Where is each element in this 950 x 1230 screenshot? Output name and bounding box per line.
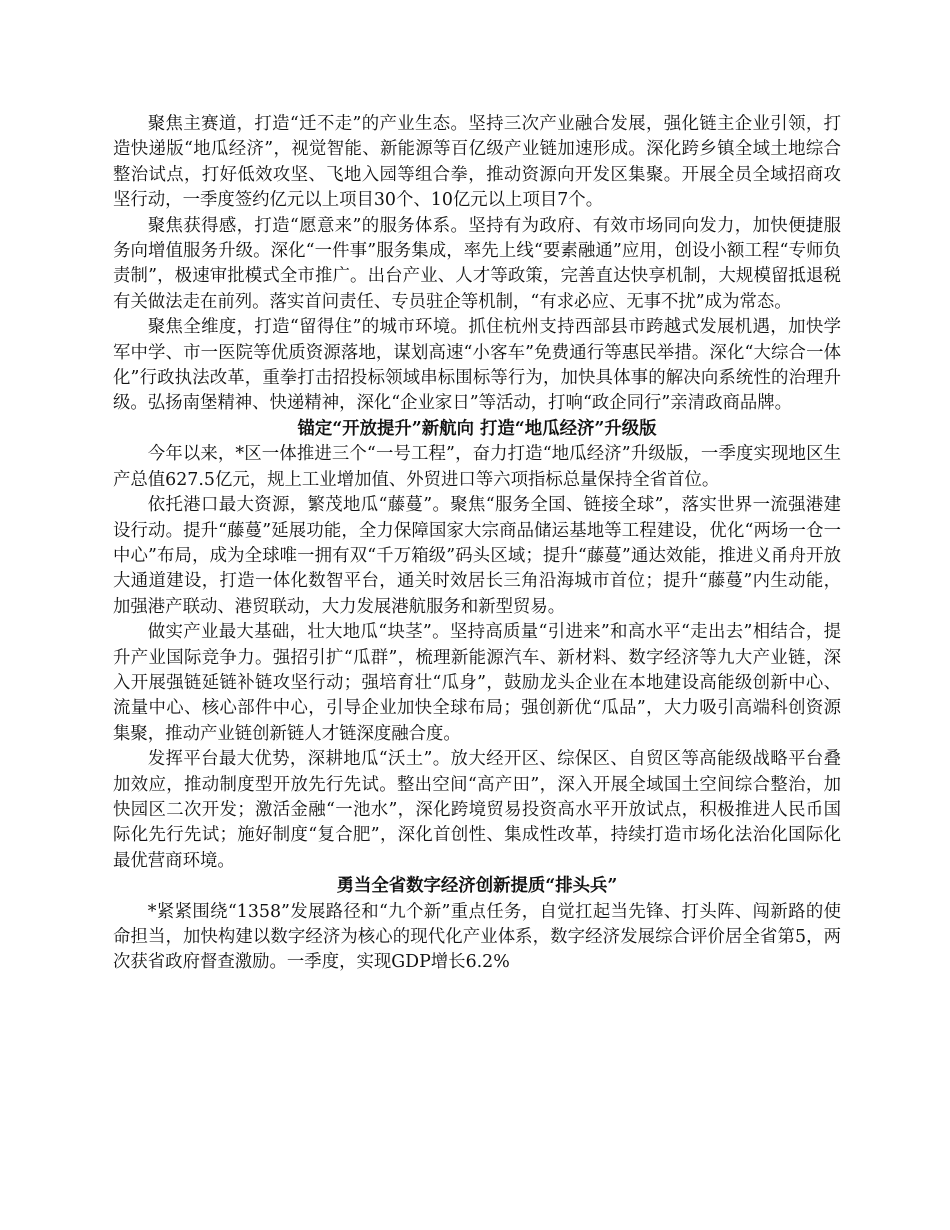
paragraph: 依托港口最大资源，繁茂地瓜“藤蔓”。聚焦“服务全国、链接全球”，落实世界一流强港建设行动。提升“藤蔓”延展功能，全力保障国家大宗商品储运基地等工程建设，优化“两场一仓一中心”布局，成为全球唯一拥有双“千万箱级”码头区域；提升“藤蔓”通达效能，推进义甬舟开放大通道建设，打造一体化数智平台，通关时效居长三角沿海城市首位；提升“藤蔓”内生动能，加强港产联动、港贸联动，大力发展港航服务和新型贸易。 <box>113 495 841 617</box>
paragraph: 聚焦主赛道，打造“迁不走”的产业生态。坚持三次产业融合发展，强化链主企业引领，打造快递版“地瓜经济”，视觉智能、新能源等百亿级产业链加速形成。深化跨乡镇全域土地综合整治试点，打好低效攻坚、飞地入园等组合拳，推动资源向开发区集聚。开展全员全域招商攻坚行动，一季度签约亿元以上项目30个、10亿元以上项目7个。 <box>113 114 841 211</box>
paragraph: 做实产业最大基础，壮大地瓜“块茎”。坚持高质量“引进来”和高水平“走出去”相结合，提升产业国际竞争力。强招引扩“瓜群”，梳理新能源汽车、新材料、数字经济等九大产业链，深入开展强链延链补链攻坚行动；强培育壮“瓜身”，鼓励龙头企业在本地建设高能级创新中心、流量中心、核心部件中心，引导企业加快全球布局；强创新优“瓜品”，大力吸引高端科创资源集聚，推动产业链创新链人才链深度融合度。 <box>113 622 841 744</box>
section-heading: 勇当全省数字经济创新提质“排头兵” <box>336 876 618 897</box>
section-heading: 锚定“开放提升”新航向 打造“地瓜经济”升级版 <box>297 418 657 439</box>
paragraph: *紧紧围绕“1358”发展路径和“九个新”重点任务，自觉扛起当先锋、打头阵、闯新路的使命担当，加快构建以数字经济为核心的现代化产业体系，数字经济发展综合评价居全省第5，两次获省政府督查激励。一季度，实现GDP增长6.2% <box>113 901 841 973</box>
paragraph: 今年以来，*区一体推进三个“一号工程”，奋力打造“地瓜经济”升级版，一季度实现地区生产总值627.5亿元，规上工业增加值、外贸进口等六项指标总量保持全省首位。 <box>113 444 841 490</box>
paragraph: 聚焦获得感，打造“愿意来”的服务体系。坚持有为政府、有效市场同向发力，加快便捷服务向增值服务升级。深化“一件事”服务集成，率先上线“要素融通”应用，创设小额工程“专师负责制”，极速审批模式全市推广。出台产业、人才等政策，完善直达快享机制，大规模留抵退税有关做法走在前列。落实首问责任、专员驻企等机制，“有求必应、无事不扰”成为常态。 <box>113 215 841 312</box>
paragraph: 聚焦全维度，打造“留得住”的城市环境。抓住杭州支持西部县市跨越式发展机遇，加快学军中学、市一医院等优质资源落地，谋划高速“小客车”免费通行等惠民举措。深化“大综合一体化”行政执法改革，重拳打击招投标领域串标围标等行为，加快具体事的解决向系统性的治理升级。弘扬南堡精神、快递精神，深化“企业家日”等活动，打响“政企同行”亲清政商品牌。 <box>113 317 841 414</box>
document-body <box>113 112 841 976</box>
paragraph: 发挥平台最大优势，深耕地瓜“沃土”。放大经开区、综保区、自贸区等高能级战略平台叠加效应，推动制度型开放先行先试。整出空间“高产田”，深入开展全域国土空间综合整治，加快园区二次开发；激活金融“一池水”，深化跨境贸易投资高水平开放试点，积极推进人民币国际化先行先试；施好制度“复合肥”，深化首创性、集成性改革，持续打造市场化法治化国际化最优营商环境。 <box>113 749 841 871</box>
